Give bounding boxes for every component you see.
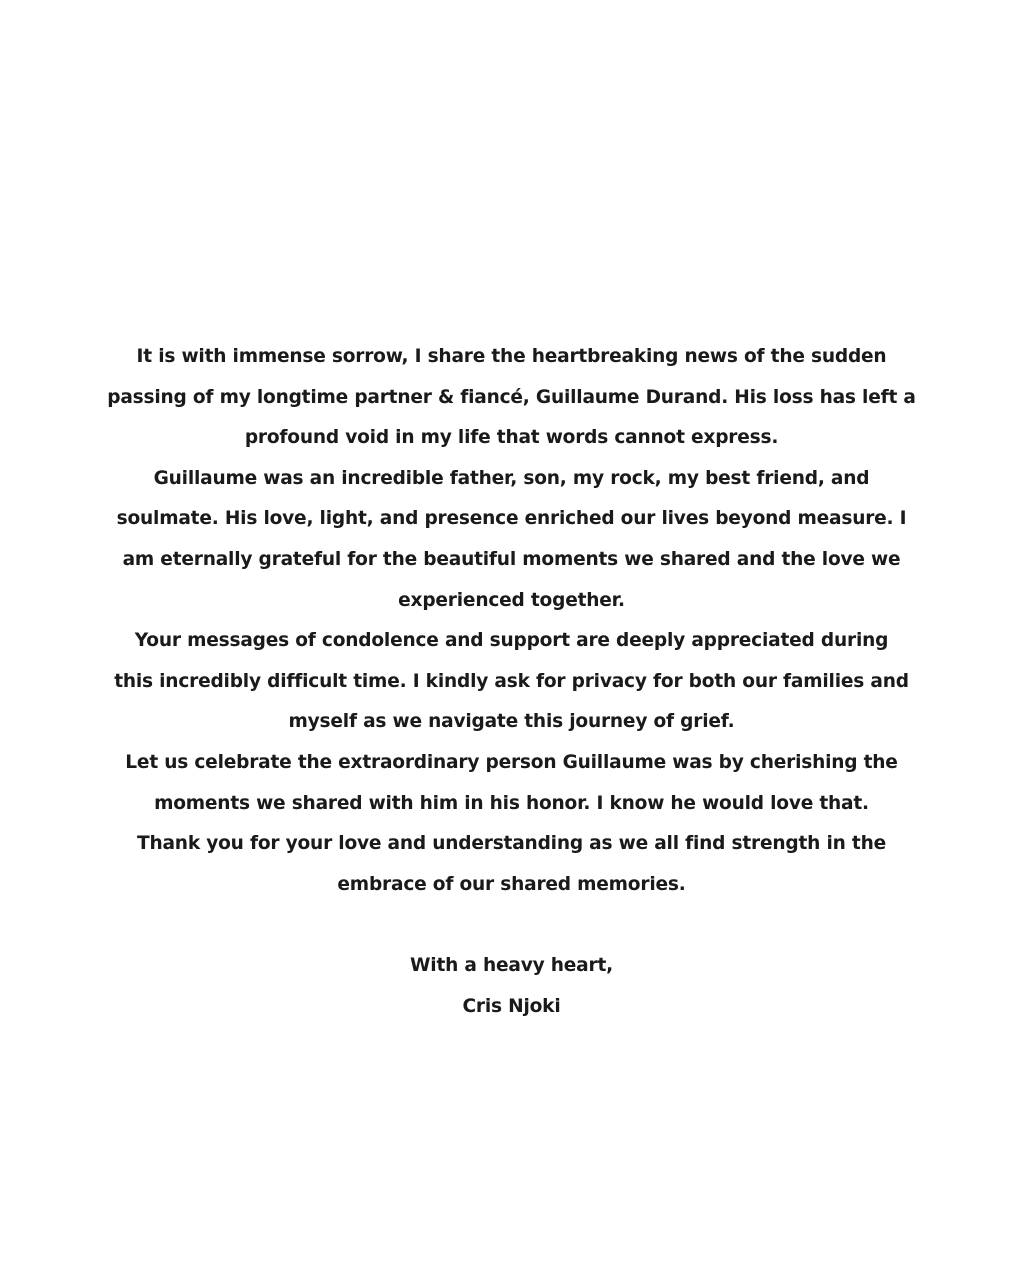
statement-line: embrace of our shared memories. bbox=[337, 873, 686, 895]
statement-line: Your messages of condolence and support are deeply appreciated during bbox=[134, 630, 889, 652]
statement-text bbox=[0, 337, 1023, 1027]
statement-line: experienced together. bbox=[398, 589, 625, 611]
statement-line: profound void in my life that words cannot express. bbox=[244, 427, 779, 449]
signature: Cris Njoki bbox=[462, 995, 561, 1017]
statement-line: Thank you for your love and understanding as we all find strength in the bbox=[137, 833, 886, 855]
statement-line: Let us celebrate the extraordinary person Guillaume was by cherishing the bbox=[125, 751, 898, 773]
statement-line: myself as we navigate this journey of grief. bbox=[288, 711, 735, 733]
statement-line: It is with immense sorrow, I share the heartbreaking news of the sudden bbox=[136, 346, 887, 367]
statement-line: am eternally grateful for the beautiful moments we shared and the love we bbox=[122, 548, 901, 570]
closing-line: With a heavy heart, bbox=[410, 954, 613, 976]
paragraph-spacer bbox=[0, 905, 1023, 946]
statement-line: this incredibly difficult time. I kindly ask for privacy for both our families and bbox=[114, 670, 909, 692]
statement-line: passing of my longtime partner & fiancé, Guillaume Durand. His loss has left a bbox=[107, 386, 916, 408]
statement-line: Guillaume was an incredible father, son, my rock, my best friend, and bbox=[153, 467, 870, 489]
statement-line: soulmate. His love, light, and presence enriched our lives beyond measure. I bbox=[116, 508, 907, 530]
statement-line: moments we shared with him in his honor. I know he would love that. bbox=[154, 792, 869, 814]
